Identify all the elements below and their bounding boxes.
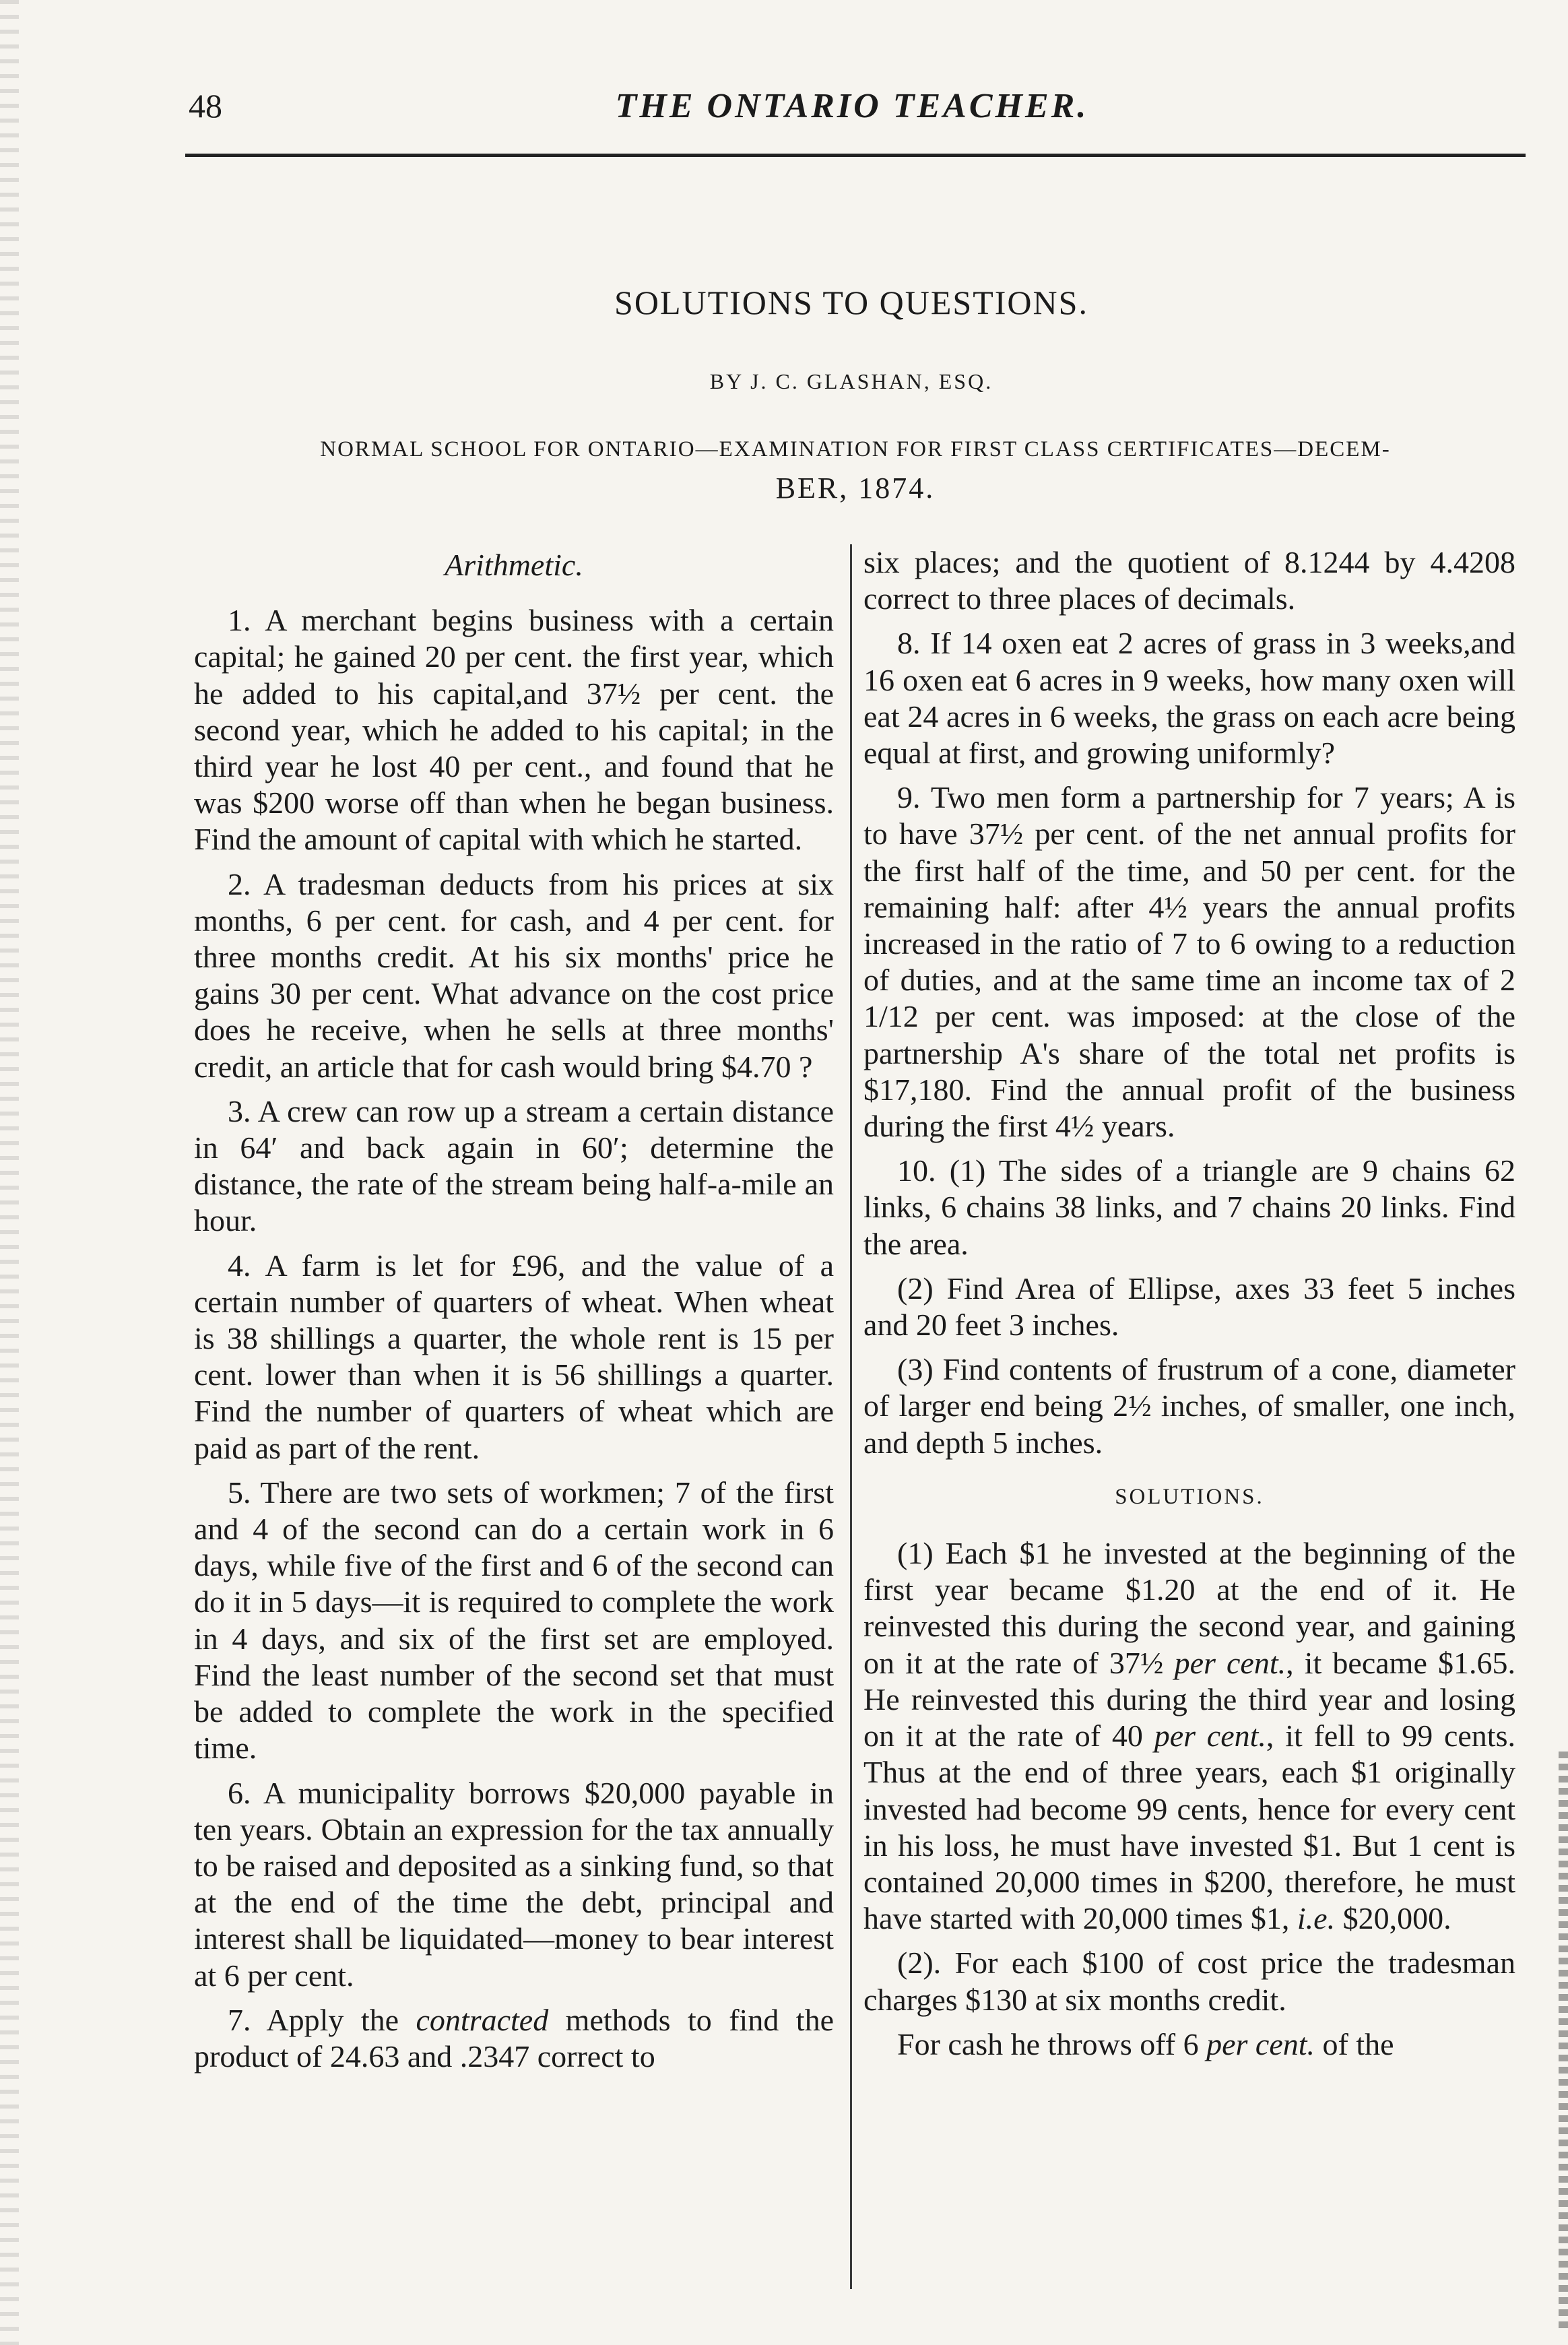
binding-edge	[0, 0, 19, 2345]
solution-1-text-d: $20,000.	[1335, 1901, 1451, 1936]
page-number: 48	[189, 87, 222, 125]
solution-2-continued	[863, 2026, 1515, 2063]
solution-2-text-b: of the	[1315, 2026, 1394, 2061]
question-5: 5. There are two sets of workmen; 7 of the first and 4 of the second can do a certain work in 6 days, while five of the first and 6 of the second can do it in 5 days—it is required to complete the work in 4 days, and six of the first set are employed. Find the least number of the second set that must be added to complete the work in the specified time.	[194, 1475, 834, 1766]
solution-1-italic-1: per cent.	[1174, 1645, 1286, 1680]
question-7-emphasis: contracted	[416, 2002, 549, 2037]
right-column	[863, 544, 1515, 2063]
question-10-part-2: (2) Find Area of Ellipse, axes 33 feet 5 inches and 20 feet 3 inches.	[863, 1271, 1515, 1343]
solution-1-text-a: (1) Each $1 he invested at the beginning of the first year became $1.20 at the end of it. He reinvested this during the second year, and gaining on it at the rate of 37½	[863, 1536, 1515, 1680]
arithmetic-subhead: Arithmetic.	[445, 548, 583, 582]
solution-1-text-c: , it fell to 99 cents. Thus at the end of three years, each $1 originally invested had become 99 cents, hence for every cent in his loss, he must have invested $1. But 1 cent is contained 20,000 times in $200, therefore, he must have started with 20,000 times $1,	[863, 1718, 1515, 1936]
question-7	[194, 2002, 834, 2075]
running-head	[182, 86, 1522, 140]
solution-1	[863, 1535, 1515, 1937]
exam-title-line2: BER, 1874.	[775, 472, 936, 505]
exam-title-line1: NORMAL SCHOOL FOR ONTARIO—EXAMINATION FOR FIRST CLASS CERTIFICATES—DECEM-	[320, 437, 1391, 461]
question-10-part-3: (3) Find contents of frustrum of a cone, diameter of larger end being 2½ inches, of smaller, one inch, and depth 5 inches.	[863, 1352, 1515, 1460]
question-8: 8. If 14 oxen eat 2 acres of grass in 3 weeks,and 16 oxen eat 6 acres in 9 weeks, how many oxen will eat 24 acres in 6 weeks, the grass on each acre being equal at first, and growing uniformly?	[863, 626, 1515, 771]
byline: BY J. C. GLASHAN, ESQ.	[709, 369, 993, 393]
exam-title	[182, 430, 1529, 508]
question-1: 1. A merchant begins business with a certain capital; he gained 20 per cent. the first year, which he added to his capital,and 37½ per cent. the second year, which he added to his capital; in the third year he lost 40 per cent., and found that he was $200 worse off than when he began business. Find the amount of capital with which he started.	[194, 603, 834, 857]
solution-2-text-a: For cash he throws off 6	[897, 2026, 1207, 2061]
left-column	[194, 547, 834, 2075]
question-4: 4. A farm is let for £96, and the value of a certain number of quarters of wheat. When wheat is 38 shillings a quarter, the whole rent is 15 per cent. lower than when it is 56 shillings a quarter. Find the number of quarters of wheat which are paid as part of the rent.	[194, 1248, 834, 1465]
header-rule	[185, 154, 1526, 157]
question-7-text: 7. Apply the	[228, 2002, 416, 2037]
solution-1-italic-3: i.e.	[1297, 1901, 1336, 1936]
column-divider	[850, 544, 852, 2289]
solution-1-text-b: , it became $1.65. He reinvested this during the third year and losing on it at the rate of 40	[863, 1645, 1515, 1754]
journal-title: THE ONTARIO TEACHER.	[615, 87, 1089, 125]
question-3: 3. A crew can row up a stream a certain distance in 64′ and back again in 60′; determine the distance, the rate of the stream being half-a-mile an hour.	[194, 1093, 834, 1238]
question-6: 6. A municipality borrows $20,000 payable in ten years. Obtain an expression for the tax annually to be raised and deposited as a sinking fund, so that at the end of the time the debt, principal and interest shall be liquidated—money to bear interest at 6 per cent.	[194, 1775, 834, 1993]
solution-1-italic-2: per cent.	[1154, 1718, 1266, 1754]
question-9: 9. Two men form a partnership for 7 years; A is to have 37½ per cent. of the net annual profits for the first half of the time, and 50 per cent. for the remaining half: after 4½ years the annual profits increased in the ratio of 7 to 6 owing to a reduction of duties, and at the same time an income tax of 2 1/12 per cent. was imposed: at the close of the partnership A's share of the total net profits is $17,180. Find the annual profit of the business during the first 4½ years.	[863, 780, 1515, 1144]
question-7-continued: six places; and the quotient of 8.1244 by 4.4208 correct to three places of decimals.	[863, 545, 1515, 616]
solutions-subhead: SOLUTIONS.	[1115, 1484, 1264, 1509]
solution-2: (2). For each $100 of cost price the tradesman charges $130 at six months credit.	[863, 1946, 1515, 2017]
question-2: 2. A tradesman deducts from his prices at six months, 6 per cent. for cash, and 4 per cent. for three months credit. At his six months' price he gains 30 per cent. What advance on the cost price does he receive, when he sells at three months' credit, an article that for cash would bring $4.70 ?	[194, 866, 834, 1084]
question-7-text-end: methods to find the product of 24.63 and .2347 correct to	[194, 2002, 834, 2074]
solution-2-italic: per cent.	[1206, 2026, 1315, 2061]
question-10-part-1: 10. (1) The sides of a triangle are 9 chains 62 links, 6 chains 38 links, and 7 chains 20 links. Find the area.	[863, 1153, 1515, 1261]
page-edge	[1559, 1752, 1568, 2331]
section-title: SOLUTIONS TO QUESTIONS.	[614, 284, 1088, 321]
